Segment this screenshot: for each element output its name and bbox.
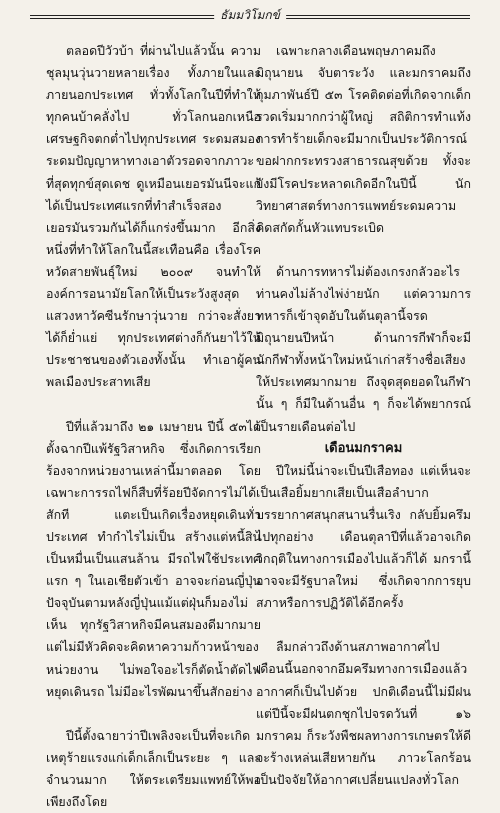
section-heading: เดือนมกราคม bbox=[324, 440, 403, 456]
paragraph: ปีที่แล้วมาถึง ๒๑ เมษายน ปีนี้ ๕๓ได้ตั้งฉากปีแพ้รัฐวิสาหกิจ ซึ่งเกิดการเรียกร้องจากหน่วยงานเหล่านี้มาตลอด โดยเฉพาะการรถไฟก็สืบที่ร้อยปีจัดการไม่ได้สักที แตะเป็นเกิดเรื่องหยุดเดินทั่วประเทศ ทำกำไรไม่เป็น สร้างแต่หนี้สินเป็นหมื่นเป็นแสนล้าน มีรถไฟใช้ประเทศแรก ๆ ในเอเชียตัวเข้า อาจจะก่อนญี่ปุ่น ปัจจุบันตามหลังญี่ปุ่นแม้แต่ฝุ่นก็มองไม่เห็น ทุกรัฐวิสาหกิจมีคนสมองดีมากมาย แต่ไม่มีหัวคิดจะคิดหาความก้าวหน้าของหน่วยงาน ไม่พอใจอะไรก็ตัดน้ำตัดไฟหยุดเดินรถ ไม่มีอะไรพัฒนาขึ้นสักอย่าง bbox=[46, 418, 261, 699]
running-header bbox=[30, 6, 470, 24]
paragraph: เฉพาะกลางเดือนพฤษภาคมถึงมิถุนายน จับตาระวัง และมกราคมถึงกุมภาพันธ์ปี ๕๓ โรคติดต่อที่เกิดจากเด็กรวดเริ่มมากกว่าผู้ใหญ่ สถิติการทำแท้งการทำร้ายเด็กจะมีมากเป็นประวัติการณ์ ขอฝากกระทรวงสาธารณสุขด้วย ทั้งจะยังมีโรคประหลาดเกิดอีกในปีนี้ นักวิทยาศาสตร์ทางการแพทย์ระดมความคิดสกัดกั้นหัวแทบระเบิด bbox=[256, 43, 471, 235]
right-column bbox=[256, 40, 471, 791]
paragraph: ตลอดปีวัวบ้า ที่ผ่านไปแล้วนั้น ความชุลมุนวุ่นวายหลายเรื่อง ทั้งภายในและภายนอกประเทศ ทั่วทั้งโลกในปีที่ทำให้ทุกคนบ้าคลั่งไป ทั่วโลกนอกเหนือเศรษฐกิจตกต่ำไปทุกประเทศ ระดมสมองระดมปัญญาหาทางเอาตัวรอดจากภาวะที่สุดทุกข์สุดเดช ดูเหมือนเยอรมันนีจะแก้ได้เป็นประเทศแรกที่ทำสำเร็จสองเยอรมันรวมกันได้ก็แกร่งขึ้นมาก อีกสิ่งหนึ่งที่ทำให้โลกในนี้สะเทือนคือ เรื่องโรคหวัดสายพันธุ์ใหม่ ๒๐๐๙ จนทำให้องค์การอนามัยโลกให้เป็นระวังสูงสุด แสวงหาวัคซีนรักษาวุ่นวาย กว่าจะสั่งยาได้ก็ย่ำแย่ ทุกประเทศต่างก็กันยาไว้ให้ประชาชนของตัวเองทั้งนั้น ทำเอาผู้คนพลเมืองประสาทเสีย bbox=[46, 43, 261, 390]
paragraph: ปีนี้ตั้งฉายาว่าปีเพลิงจะเป็นที่จะเกิดเหตุร้ายแรงแก่เด็กเล็กเป็นระยะ ๆ และจำนวนมาก ให้ตระเตรียมแพทย์ให้พอเพียงถึงโดย bbox=[46, 727, 261, 809]
header-title: ธัมมวิโมกข์ bbox=[214, 6, 286, 25]
paragraph: ลืมกล่าวถึงด้านสภาพอากาศไป เดือนนี้นอกจากอึมครึมทางการเมืองแล้ว อากาศก็เป็นไปด้วย ปกติเดือนนี้ไม่มีฝน แต่ปีนี้จะมีฝนตกชุกไปจรดวันที่ ๑๖ มกราคม ก็ระวังพืชผลทางการเกษตรให้ดี จะร้างเหล่นเสียหายกัน ภาวะโลกร้อนเป็นปัจจัยให้อากาศเปลี่ยนแปลงทั่วโลก bbox=[256, 639, 471, 787]
paragraph: ด้านการทหารไม่ต้องเกรงกลัวอะไร ท่านคงไม่ล้างไพ่ง่ายนัก แต่ความการทหารก็เข้าจุดอับในต้นตุลานี้จรดมิถุนายนปีหน้า ด้านการกีฬาก็จะมีนักกีฬาทั้งหน้าใหม่หน้าเก่าสร้างชื่อเสียงให้ประเทศมากมาย ถึงจุดสุดยอดในกีฬานั้น ๆ ก็มีในด้านอื่น ๆ ก็จะได้พยากรณ์เป็นรายเดือนต่อไป bbox=[256, 263, 471, 434]
left-column bbox=[46, 40, 261, 813]
paragraph: ปีใหม่นี้น่าจะเป็นปีเสือทอง แต่เห็นจะเป็นเสือยิ้มยากเสียเป็นเสือลำบาก บรรยากาศสนุกสนานรื่นเริง กลับยิ้มครึมไปทุกอย่าง เดือนตุลาปีที่แล้วอาจเกิดวิกฤติในทางการเมืองไปแล้วก็ได้ มกรานี้อาจจะมีรัฐบาลใหม่ ซึ่งเกิดจากการยุบสภาหรือการปฏิวัติได้อีกครั้ง bbox=[256, 462, 471, 611]
